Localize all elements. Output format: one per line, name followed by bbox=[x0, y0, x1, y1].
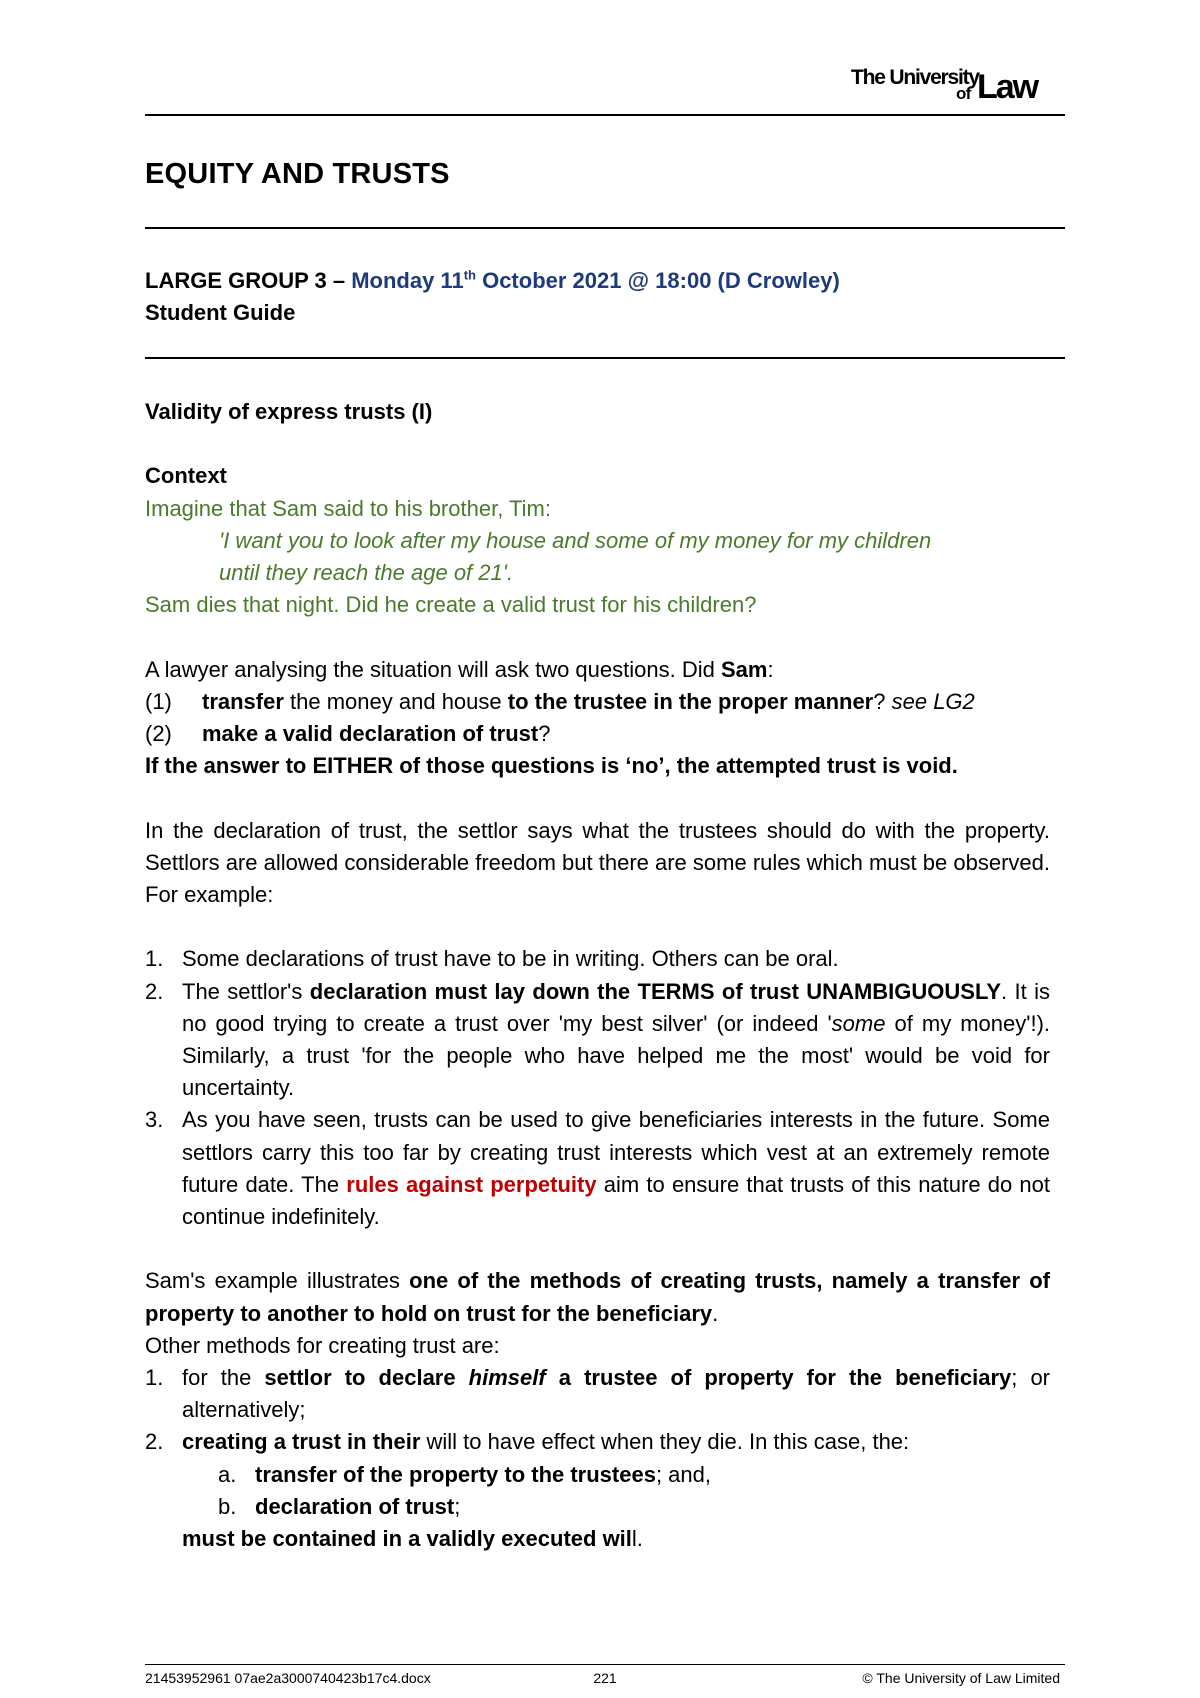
declaration-item-2: 2. The settlor's declaration must lay down the TERMS of trust UNAMBIGUOUSLY. It is no good trying to create a trust over 'my best silver' (or indeed 'some of my money'!). Similarly, a trust 'for the people who have helped me the most' would be void for uncertainty. bbox=[145, 976, 1050, 1105]
logo-line-3: Law bbox=[977, 68, 1038, 106]
context-intro: Imagine that Sam said to his brother, Tim: bbox=[145, 495, 551, 521]
question-1: (1) transfer the money and house to the trustee in the proper manner? see LG2 bbox=[145, 686, 1050, 718]
declaration-item-3-number: 3. bbox=[145, 1107, 164, 1133]
methods-other: Other methods for creating trust are: bbox=[145, 1332, 500, 1358]
university-logo bbox=[851, 62, 1066, 104]
declaration-item-3: 3. As you have seen, trusts can be used to give beneficiaries interests in the future. Some settlors carry this too far by creating trust interests which vest at an extremely remote future date. The rules against perpetuity aim to ensure that trusts of this nature do not continue indefinitely. bbox=[145, 1104, 1050, 1233]
context-quote-line-2: until they reach the age of 21'. bbox=[219, 560, 514, 585]
method-item-1-number: 1. bbox=[145, 1365, 164, 1391]
logo-line-1: The University bbox=[851, 66, 979, 89]
declaration-item-1-number: 1. bbox=[145, 946, 164, 972]
context-outcome: Sam dies that night. Did he create a valid trust for his children? bbox=[145, 592, 757, 618]
methods-paragraph: Sam's example illustrates one of the methods of creating trusts, namely a transfer of property to another to hold on trust for the beneficiary. bbox=[145, 1268, 1050, 1326]
document-body bbox=[145, 396, 1050, 1555]
question-2-number: (2) bbox=[145, 721, 172, 746]
session-date-part2: October 2021 @ 18:00 (D Crowley) bbox=[475, 268, 840, 293]
header-rule bbox=[145, 114, 1065, 116]
logo-line-2: of bbox=[956, 84, 971, 103]
session-group: LARGE GROUP 3 – bbox=[145, 268, 352, 293]
section-heading: Validity of express trusts (I) bbox=[145, 399, 433, 424]
session-subtitle: Student Guide bbox=[145, 300, 296, 325]
session-date-sup: th bbox=[463, 267, 476, 283]
footer-page-number: 221 bbox=[593, 1670, 617, 1686]
session-date-part1: Monday 11 bbox=[351, 268, 464, 293]
method-item-1: 1. for the settlor to declare himself a trustee of property for the beneficiary; or alternatively; bbox=[145, 1362, 1050, 1426]
session-rule bbox=[145, 357, 1065, 359]
declaration-item-1: 1. Some declarations of trust have to be in writing. Others can be oral. bbox=[145, 943, 1050, 975]
question-1-number: (1) bbox=[145, 688, 172, 714]
session-line bbox=[145, 265, 840, 297]
context-heading: Context bbox=[145, 463, 227, 489]
document-title: EQUITY AND TRUSTS bbox=[145, 158, 450, 190]
method-subitem-a: a. transfer of the property to the trustees; and, bbox=[145, 1459, 1050, 1491]
footer-rule bbox=[145, 1664, 1065, 1665]
method-subitem-b: b. declaration of trust; bbox=[145, 1491, 1050, 1523]
method-item-2: 2. creating a trust in their will to have effect when they die. In this case, the: bbox=[145, 1426, 1050, 1458]
methods-final: must be contained in a validly executed will. bbox=[182, 1526, 643, 1552]
question-2: (2) make a valid declaration of trust? bbox=[145, 718, 1050, 750]
method-subitem-b-letter: b. bbox=[218, 1493, 237, 1519]
declaration-paragraph: In the declaration of trust, the settlor says what the trustees should do with the property. Settlors are allowed considerable freedom but there are some rules which must be observed. For example: bbox=[145, 817, 1050, 907]
questions-conclusion: If the answer to EITHER of those questions is ‘no’, the attempted trust is void. bbox=[145, 753, 958, 779]
footer-copyright: © The University of Law Limited bbox=[862, 1670, 1060, 1686]
title-rule bbox=[145, 227, 1065, 229]
footer-filename: 21453952961 07ae2a3000740423b17c4.docx bbox=[145, 1670, 431, 1686]
context-quote-line-1: 'I want you to look after my house and some of my money for my children bbox=[219, 527, 932, 553]
method-item-2-number: 2. bbox=[145, 1429, 164, 1455]
questions-intro: A lawyer analysing the situation will ask two questions. Did Sam: bbox=[145, 656, 774, 682]
session-date bbox=[351, 268, 840, 293]
session-info bbox=[145, 265, 840, 329]
method-subitem-a-letter: a. bbox=[218, 1461, 237, 1487]
declaration-item-2-number: 2. bbox=[145, 978, 164, 1004]
